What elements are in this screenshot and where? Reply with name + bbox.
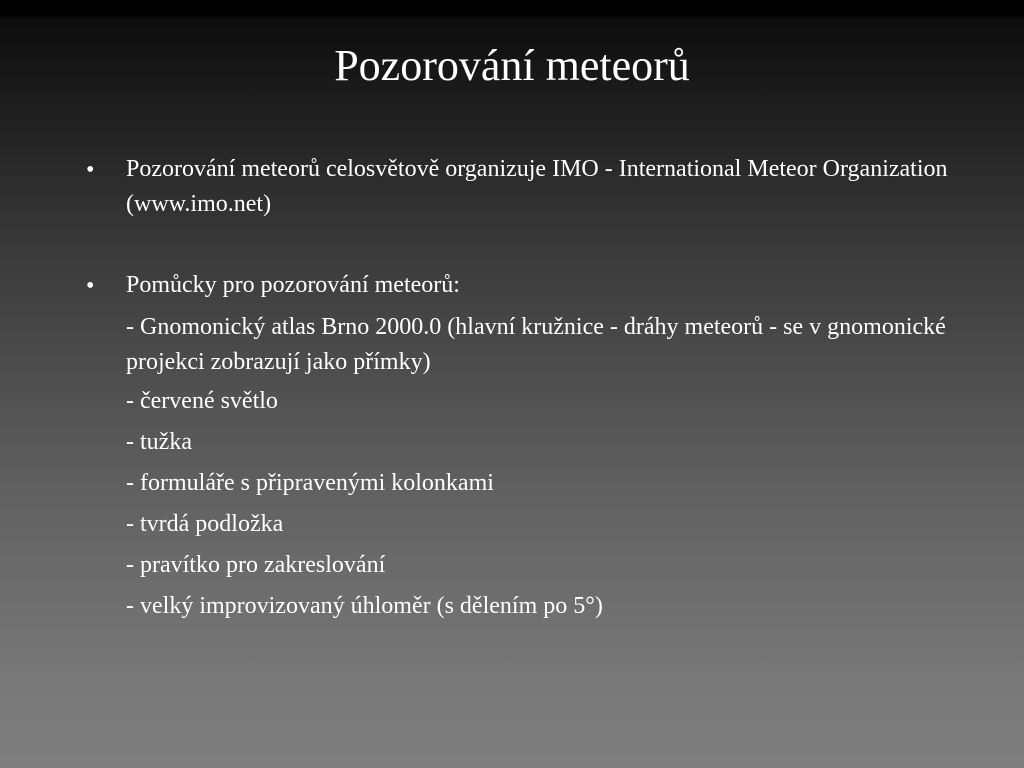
sub-item-protractor: - velký improvizovaný úhloměr (s dělením po 5°)	[126, 593, 603, 619]
sub-item-pencil: - tužka	[126, 429, 192, 455]
bullet-icon: •	[86, 157, 95, 183]
sub-item-forms: - formuláře s připravenými kolonkami	[126, 470, 494, 496]
bullet-text: Pozorování meteorů celosvětově organizuje IMO - International Meteor Organization (www.imo.net)	[126, 156, 948, 217]
sub-item-atlas: - Gnomonický atlas Brno 2000.0 (hlavní kružnice - dráhy meteorů - se v gnomonické projekci zobrazují jako přímky)	[126, 314, 946, 375]
sub-item-red-light: - červené světlo	[126, 388, 278, 414]
slide-title: Pozorování meteorů	[334, 41, 690, 90]
sub-item-ruler: - pravítko pro zakreslování	[126, 552, 386, 578]
bullet-icon: •	[86, 273, 95, 299]
bullet-text: Pomůcky pro pozorování meteorů:	[126, 272, 460, 298]
sub-item-board: - tvrdá podložka	[126, 511, 284, 537]
